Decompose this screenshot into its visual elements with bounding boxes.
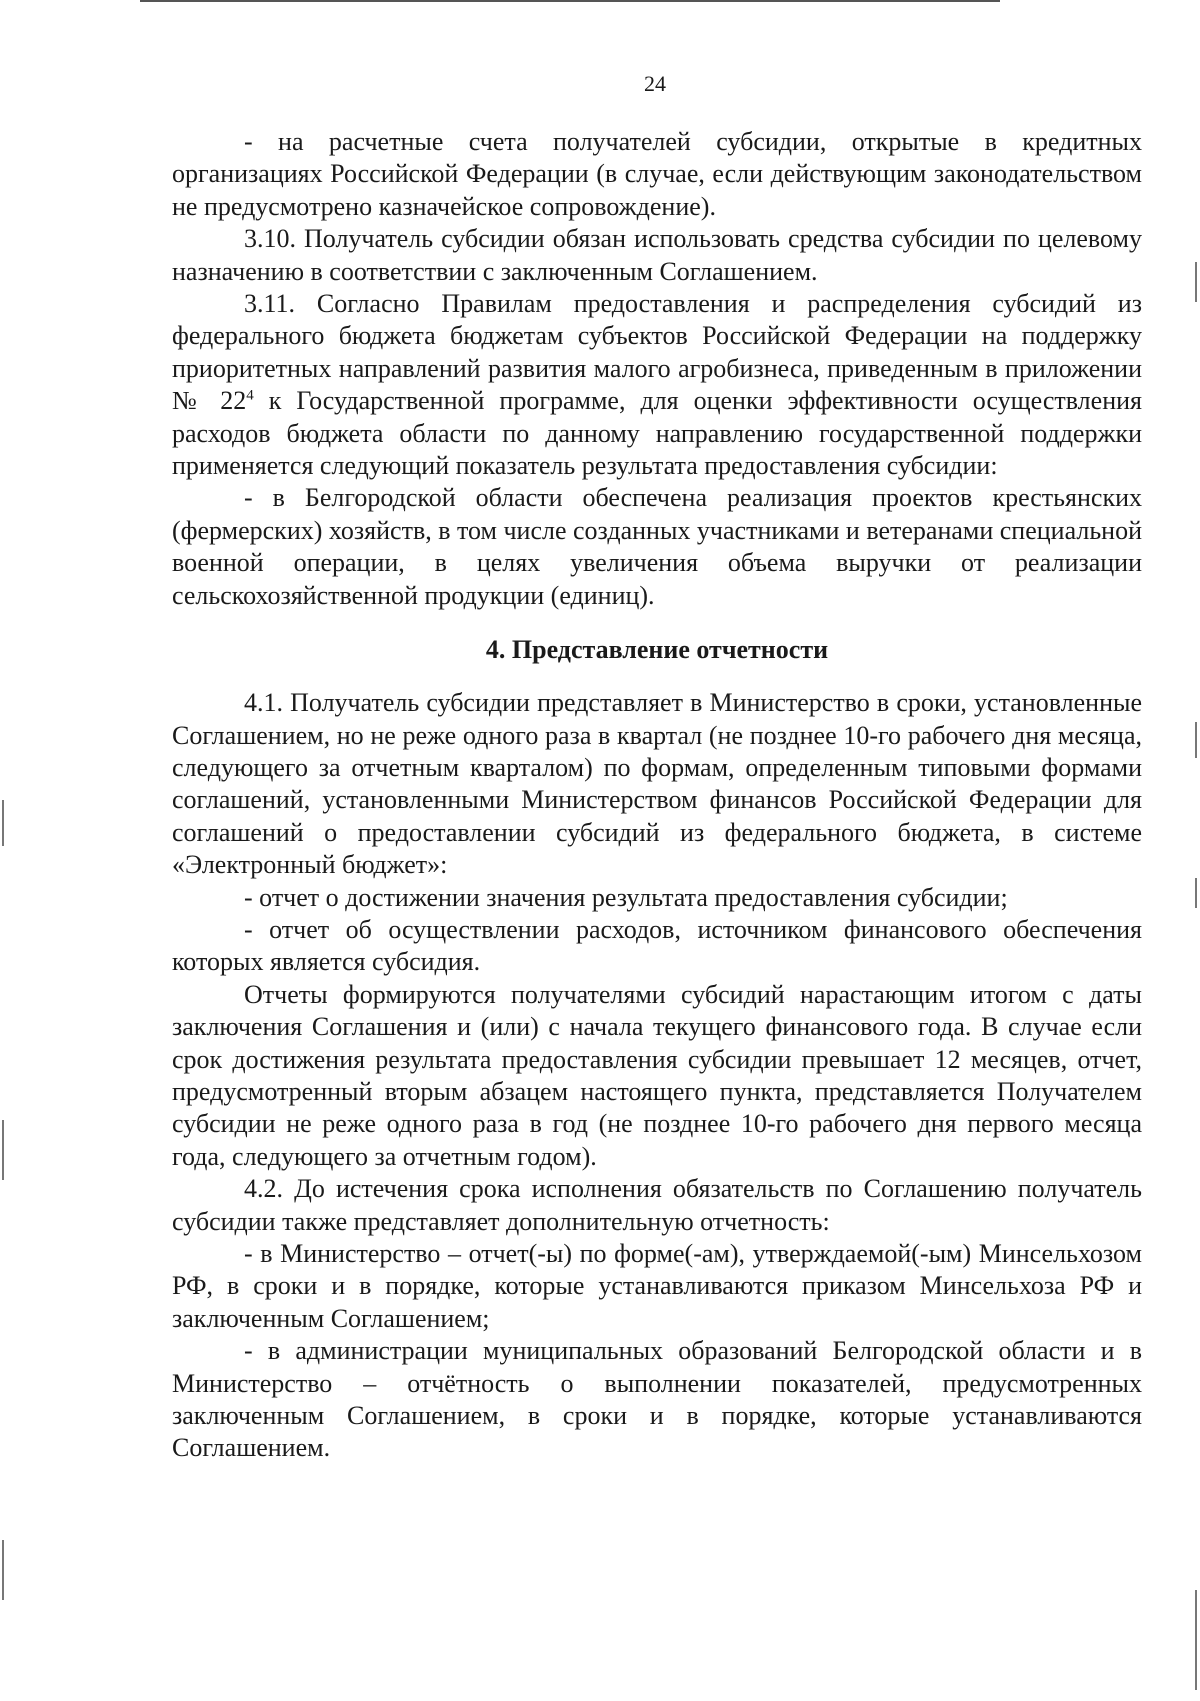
scan-margin-mark [2, 1540, 4, 1600]
paragraph-municipal-reports: - в администрации муниципальных образований Белгородской области и в Министерство – отчётность о выполнении показателей, предусмотренных заключенным Соглашением, в сроки и в порядке, которые устанавливаются Соглашением. [172, 1336, 1142, 1463]
paragraph-ministry-reports: - в Министерство – отчет(-ы) по форме(-ам), утверждаемой(-ым) Минсельхозом РФ, в сроки и в порядке, которые устанавливаются приказом Минсельхоза РФ и заключенным Соглашением; [172, 1239, 1142, 1333]
paragraph-settlement-accounts: - на расчетные счета получателей субсидии, открытые в кредитных организациях Российской Федерации (в случае, если действующим законодательством не предусмотрено казначейское сопровождение). [172, 127, 1142, 221]
scan-margin-mark [1195, 262, 1197, 302]
paragraph-4-2: 4.2. До истечения срока исполнения обязательств по Соглашению получатель субсидии также представляет дополнительную отчетность: [172, 1174, 1142, 1236]
paragraph-4-1: 4.1. Получатель субсидии представляет в Министерство в сроки, установленные Соглашением, но не реже одного раза в квартал (не позднее 10-го рабочего дня месяца, следующего за отчетным кварталом) по формам, определенным типовыми формами соглашений, установленными Министерством финансов Российской Федерации для соглашений о предоставлении субсидий из федерального бюджета, в системе «Электронный бюджет»: [172, 688, 1142, 880]
section-4-heading: 4. Представление отчетности [485, 635, 829, 665]
paragraph-reports-formed: Отчеты формируются получателями субсидий нарастающим итогом с даты заключения Соглашения и (или) с начала текущего финансового года. В случае если срок достижения результата предоставления субсидии превышает 12 месяцев, отчет, предусмотренный вторым абзацем настоящего пункта, представляется Получателем субсидии не реже одного раза в год (не позднее 10-го рабочего дня первого месяца года, следующего за отчетным годом). [172, 979, 1142, 1171]
scan-top-edge-line [140, 0, 1000, 2]
page-number: 24 [644, 71, 666, 96]
scan-margin-mark [1195, 878, 1197, 908]
scan-margin-mark [2, 1120, 4, 1180]
document-body [172, 126, 1142, 1465]
paragraph-3-11-superscript: 4 [246, 387, 254, 404]
paragraph-report-achievement: - отчет о достижении значения результата предоставления субсидии; [244, 882, 1008, 912]
paragraph-3-11-text: 3.11. Согласно Правилам предоставления и распределения субсидий из федерального бюджета бюджетам субъектов Российской Федерации на поддержку приоритетных направлений развития малого агробизнеса, приведенным в приложении № 22 [172, 289, 1142, 416]
paragraph-report-expenses: - отчет об осуществлении расходов, источником финансового обеспечения которых является субсидия. [172, 914, 1142, 977]
scan-margin-mark [1195, 722, 1197, 758]
paragraph-3-11-text-cont: к Государственной программе, для оценки эффективности осуществления расходов бюджета области по данному направлению государственной поддержки применяется следующий показатель результата предоставления субсидии: [172, 386, 1142, 481]
paragraph-3-11 [172, 288, 1142, 482]
paragraph-result-indicator: - в Белгородской области обеспечена реализация проектов крестьянских (фермерских) хозяйств, в том числе созданных участниками и ветеранами специальной военной операции, в целях увеличения объема выручки от реализации сельскохозяйственной продукции (единиц). [172, 483, 1143, 610]
paragraph-3-10: 3.10. Получатель субсидии обязан использовать средства субсидии по целевому назначению в соответствии с заключенным Соглашением. [172, 224, 1142, 286]
scan-margin-mark [2, 800, 4, 846]
scan-margin-mark [1195, 1590, 1197, 1690]
